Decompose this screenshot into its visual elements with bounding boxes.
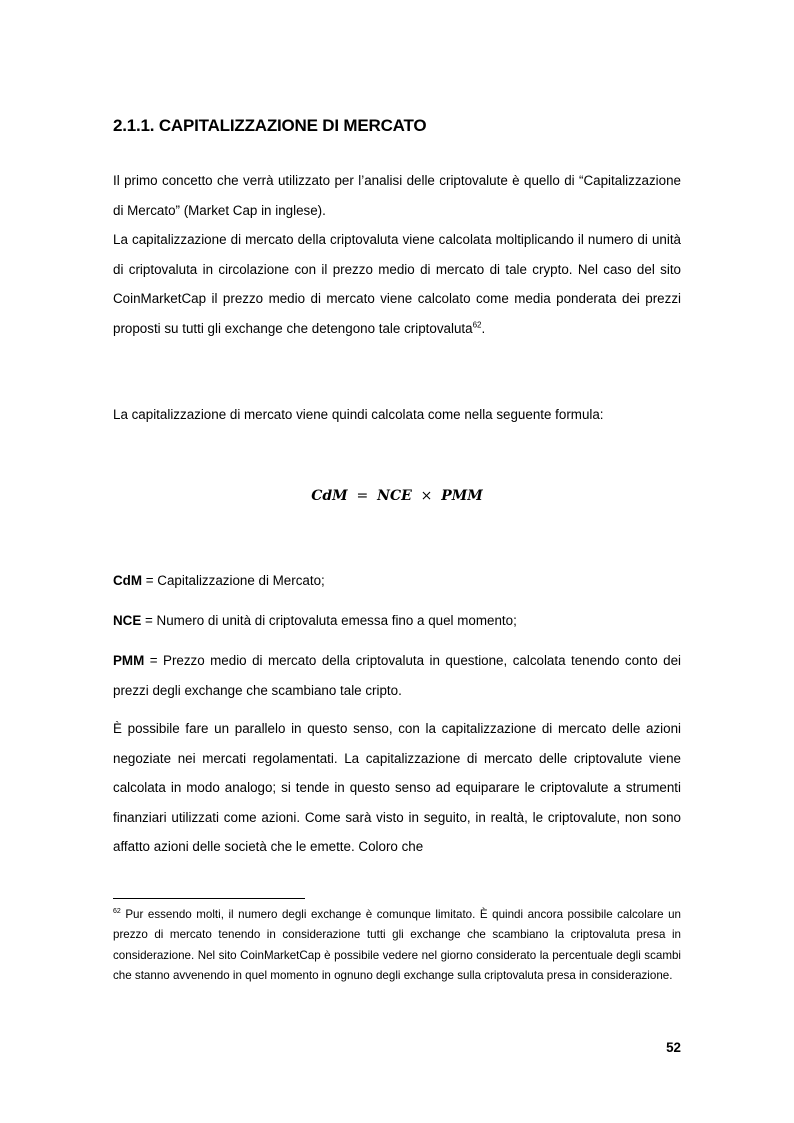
formula-term-pmm: PMM xyxy=(441,488,483,504)
definition-term: PMM xyxy=(113,653,145,668)
formula-times: × xyxy=(420,488,433,504)
paragraph-definition-text: La capitalizzazione di mercato della criptovaluta viene calcolata moltiplicando il numero di unità di criptovaluta in circolazione con il prezzo medio di mercato di tale crypto. Nel caso del sito CoinMarketCap il prezzo medio di mercato viene calcolato come media ponderata dei prezzi proposti su tutti gli exchange che detengono tale criptovaluta xyxy=(113,232,681,336)
formula xyxy=(113,488,681,504)
section-heading: 2.1.1. CAPITALIZZAZIONE DI MERCATO xyxy=(113,116,427,135)
definition-term: CdM xyxy=(113,573,143,588)
definition-pmm xyxy=(113,646,681,705)
definition-nce xyxy=(113,606,681,636)
footnote xyxy=(113,905,681,987)
formula-term-nce: NCE xyxy=(377,488,412,504)
footnote-separator xyxy=(113,898,305,899)
definition-text: = Capitalizzazione di Mercato; xyxy=(142,573,325,588)
footnote-text: Pur essendo molti, il numero degli exchange è comunque limitato. È quindi ancora possibile calcolare un prezzo di mercato tenendo in considerazione tutti gli exchange che scambiano la criptovaluta presa in considerazione. Nel sito CoinMarketCap è possibile vedere nel giorno considerato la percentuale degli scambi che stanno avvenendo in quel momento in ognuno degli exchange sulla criptovaluta presa in considerazione. xyxy=(113,908,681,983)
paragraph-intro: Il primo concetto che verrà utilizzato per l’analisi delle criptovalute è quello di “Capitalizzazione di Mercato” (Market Cap in inglese). xyxy=(113,173,681,218)
page-number: 52 xyxy=(666,1040,681,1055)
formula-equals: = xyxy=(356,488,369,504)
footnote-reference[interactable]: 62 xyxy=(472,320,482,330)
footnote-number: 62 xyxy=(113,908,121,916)
paragraph-definition xyxy=(113,225,681,343)
paragraph-definition-end: . xyxy=(481,320,486,336)
paragraph-comparison: È possibile fare un parallelo in questo senso, con la capitalizzazione di mercato delle azioni negoziate nei mercati regolamentati. La capitalizzazione di mercato delle criptovalute viene calcolata in modo analogo; si tende in questo senso ad equiparare le criptovalute a strumenti finanziari utilizzati come azioni. Come sarà visto in seguito, in realtà, le criptovalute, non sono affatto azioni delle società che le emette. Coloro che xyxy=(113,721,681,855)
definition-text: = Prezzo medio di mercato della criptovaluta in questione, calcolata tenendo conto dei prezzi degli exchange che scambiano tale cripto. xyxy=(113,653,681,698)
definition-cdm xyxy=(113,566,681,596)
definition-term: NCE xyxy=(113,613,142,628)
definition-text: = Numero di unità di criptovaluta emessa fino a quel momento; xyxy=(141,613,517,628)
paragraph-formula-intro: La capitalizzazione di mercato viene quindi calcolata come nella seguente formula: xyxy=(113,407,604,422)
formula-lhs: CdM xyxy=(311,488,348,504)
